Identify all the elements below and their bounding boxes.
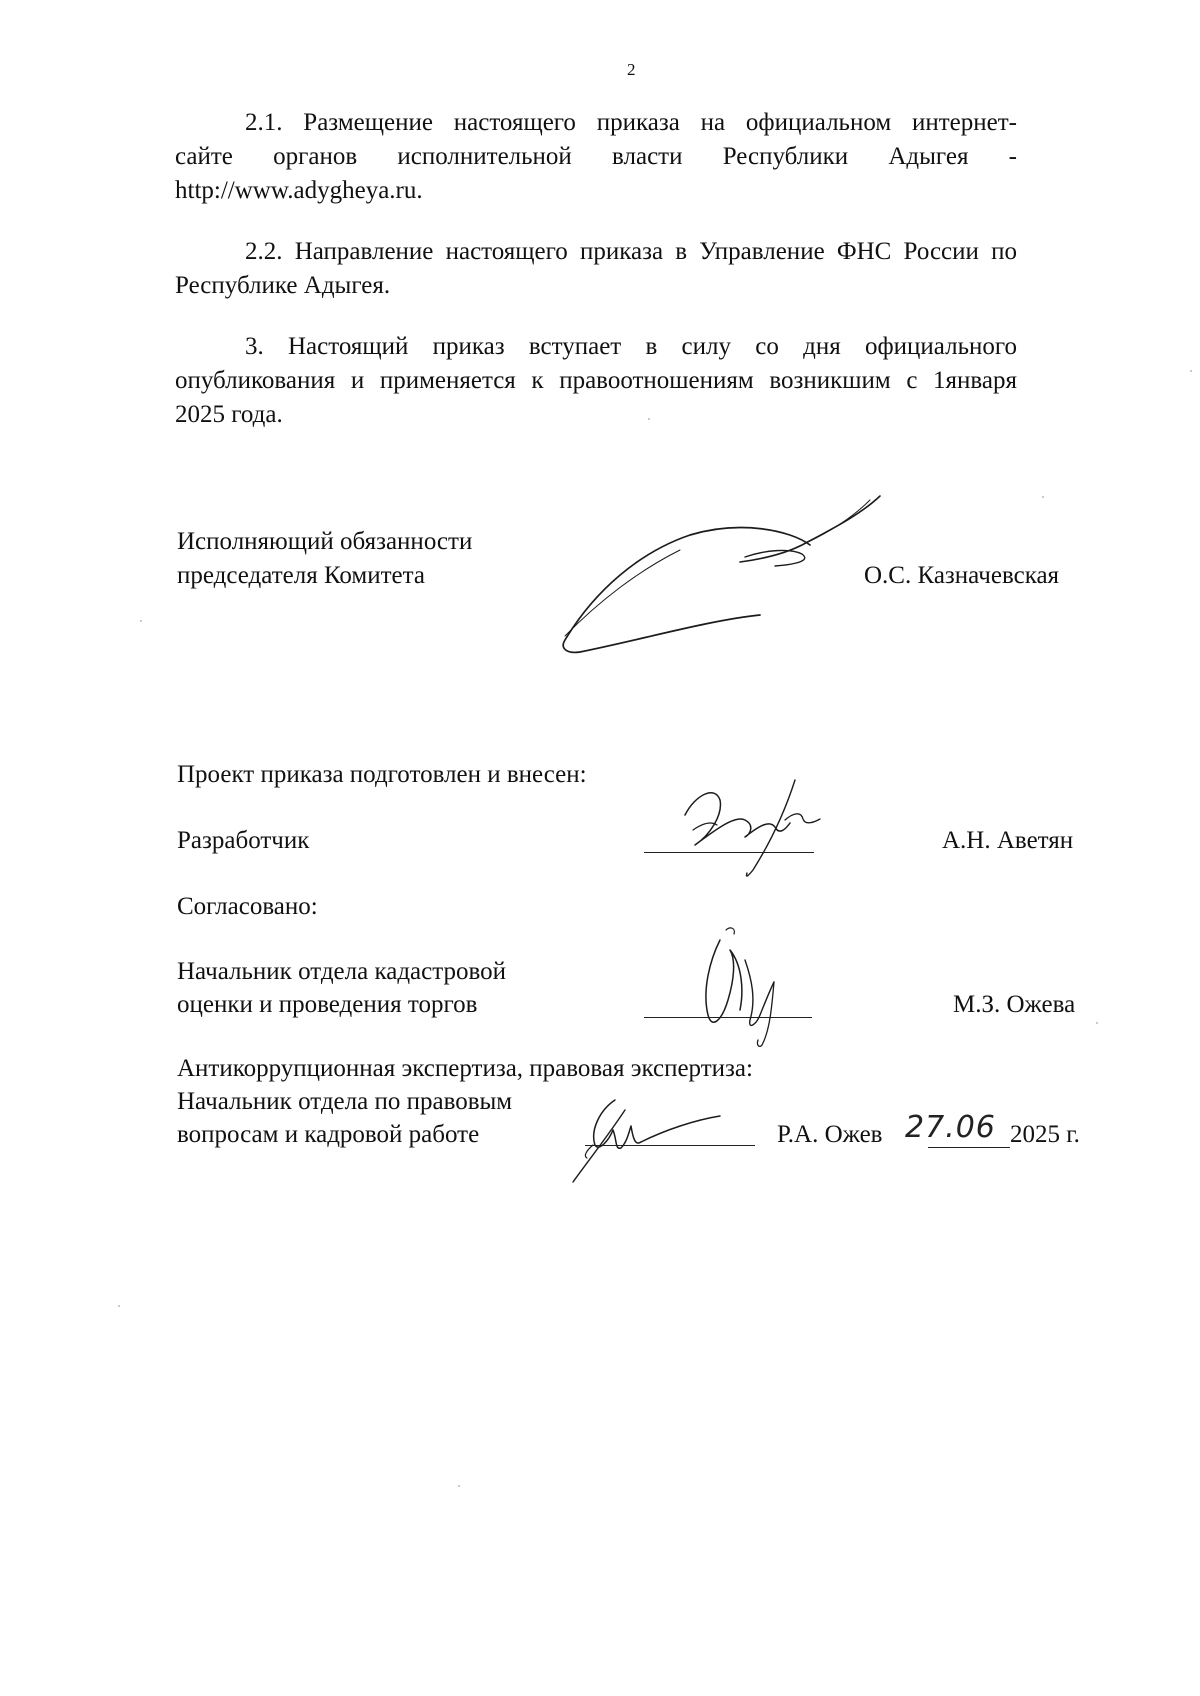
date-suffix: 2025 г.	[1010, 1121, 1080, 1148]
signatory-name: О.С. Казначевская	[864, 562, 1060, 589]
developer-role: Разработчик	[177, 827, 310, 854]
paragraph-3-line-1: 3. Настоящий приказ вступает в силу со дня официального	[245, 333, 1017, 360]
project-intro: Проект приказа подготовлен и внесен:	[177, 761, 587, 788]
paragraph-2-1	[175, 106, 1017, 208]
head1-signature-scribble	[690, 920, 810, 1050]
paragraph-3	[175, 330, 1017, 432]
developer-name: А.Н. Аветян	[942, 827, 1074, 854]
head2-role-line-2: вопросам и кадровой работе	[177, 1121, 480, 1148]
signatory-position-line-2: председателя Комитета	[177, 562, 425, 589]
signatory-position-line-1: Исполняющий обязанности	[177, 528, 473, 555]
head1-role-line-2: оценки и проведения торгов	[177, 991, 478, 1018]
main-signature-scribble	[540, 490, 900, 670]
date-underline	[928, 1147, 1010, 1148]
head1-role-line-1: Начальник отдела кадастровой	[177, 958, 506, 985]
head1-name: М.З. Ожева	[953, 991, 1076, 1018]
page-number: 2	[627, 60, 636, 79]
scan-speck	[118, 1305, 120, 1307]
scan-speck	[648, 418, 650, 420]
paragraph-2-2	[175, 235, 1017, 303]
head2-role-line-1: Начальник отдела по правовым	[177, 1088, 513, 1115]
scan-speck	[458, 1485, 460, 1487]
agreed-label: Согласовано:	[177, 893, 318, 920]
paragraph-2-2-line-1: 2.2. Направление настоящего приказа в Управление ФНС России по	[245, 238, 1017, 265]
head2-name: Р.А. Ожев	[777, 1121, 883, 1148]
head2-signature-scribble	[565, 1090, 735, 1190]
handwritten-date: 27.06	[905, 1110, 996, 1145]
paragraph-3-line-2: опубликования и применяется к правоотношениям возникшим с 1января	[175, 367, 1017, 394]
scan-speck	[1190, 370, 1192, 372]
paragraph-3-line-3: 2025 года.	[175, 401, 283, 428]
scan-speck	[140, 620, 142, 622]
expertise-label: Антикоррупционная экспертиза, правовая экспертиза:	[177, 1055, 753, 1082]
paragraph-2-2-line-2: Республике Адыгея.	[175, 272, 391, 299]
scan-speck	[1096, 1022, 1098, 1024]
paragraph-2-1-line-1: 2.1. Размещение настоящего приказа на официальном интернет-	[245, 109, 1017, 136]
scan-speck	[1042, 496, 1044, 498]
paragraph-2-1-line-2: сайте органов исполнительной власти Республики Адыгея -	[175, 143, 1017, 170]
paragraph-2-1-line-3: http://www.adygheya.ru.	[175, 177, 423, 204]
developer-signature-scribble	[675, 775, 835, 885]
